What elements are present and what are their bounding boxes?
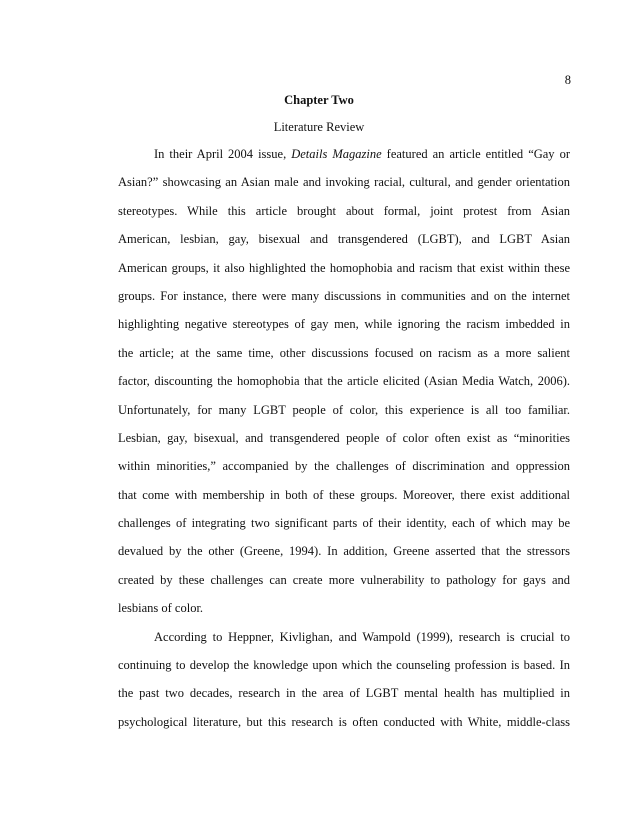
- paragraph-1-line: challenges of integrating two significant parts of their identity, each of which may be: [118, 516, 570, 531]
- paragraph-1-line: the article; at the same time, other discussions focused on racism as a more salient: [118, 345, 570, 360]
- section-title: Literature Review: [273, 120, 365, 134]
- paragraph-1-line: highlighting negative stereotypes of gay men, while ignoring the racism imbedded in: [118, 317, 570, 332]
- paragraph-1-line-1: [118, 146, 570, 174]
- paragraph-1-line: stereotypes. While this article brought about formal, joint protest from Asian: [118, 203, 570, 218]
- paragraph-1-line: American, lesbian, gay, bisexual and transgendered (LGBT), and LGBT Asian: [118, 232, 570, 247]
- paragraph-2-line: psychological literature, but this research is often conducted with White, middle-class: [118, 714, 570, 729]
- paragraph-1-last-line: lesbians of color.: [118, 601, 204, 616]
- paragraph-1-line: groups. For instance, there were many discussions in communities and on the internet: [118, 288, 570, 303]
- paragraph-2-line: According to Heppner, Kivlighan, and Wampold (1999), research is crucial to: [154, 629, 570, 644]
- page-number: 8: [564, 73, 571, 87]
- magazine-title: Details Magazine: [291, 147, 382, 161]
- paragraph-2-line: continuing to develop the knowledge upon which the counseling profession is based. In: [118, 658, 570, 673]
- text-segment: featured an article entitled “Gay or: [381, 147, 570, 161]
- paragraph-1-line: Unfortunately, for many LGBT people of color, this experience is all too familiar.: [118, 402, 570, 417]
- paragraph-1-line: factor, discounting the homophobia that the article elicited (Asian Media Watch, 2006).: [118, 374, 570, 389]
- paragraph-1-line: Asian?” showcasing an Asian male and invoking racial, cultural, and gender orientation: [118, 175, 570, 190]
- paragraph-1-line: within minorities,” accompanied by the challenges of discrimination and oppression: [118, 459, 570, 474]
- chapter-title: Chapter Two: [284, 93, 354, 107]
- text-segment: In their April 2004 issue,: [154, 147, 292, 161]
- paragraph-1-line: Lesbian, gay, bisexual, and transgendered people of color often exist as “minorities: [118, 430, 570, 445]
- paragraph-1-line: devalued by the other (Greene, 1994). In addition, Greene asserted that the stressors: [118, 544, 570, 559]
- paragraph-2-line: the past two decades, research in the area of LGBT mental health has multiplied in: [118, 686, 570, 701]
- paragraph-1-line: created by these challenges can create more vulnerability to pathology for gays and: [118, 572, 570, 587]
- paragraph-1-line: American groups, it also highlighted the homophobia and racism that exist within these: [118, 260, 570, 275]
- paragraph-1-line: that come with membership in both of these groups. Moreover, there exist additional: [118, 487, 570, 502]
- body-text: [118, 146, 570, 742]
